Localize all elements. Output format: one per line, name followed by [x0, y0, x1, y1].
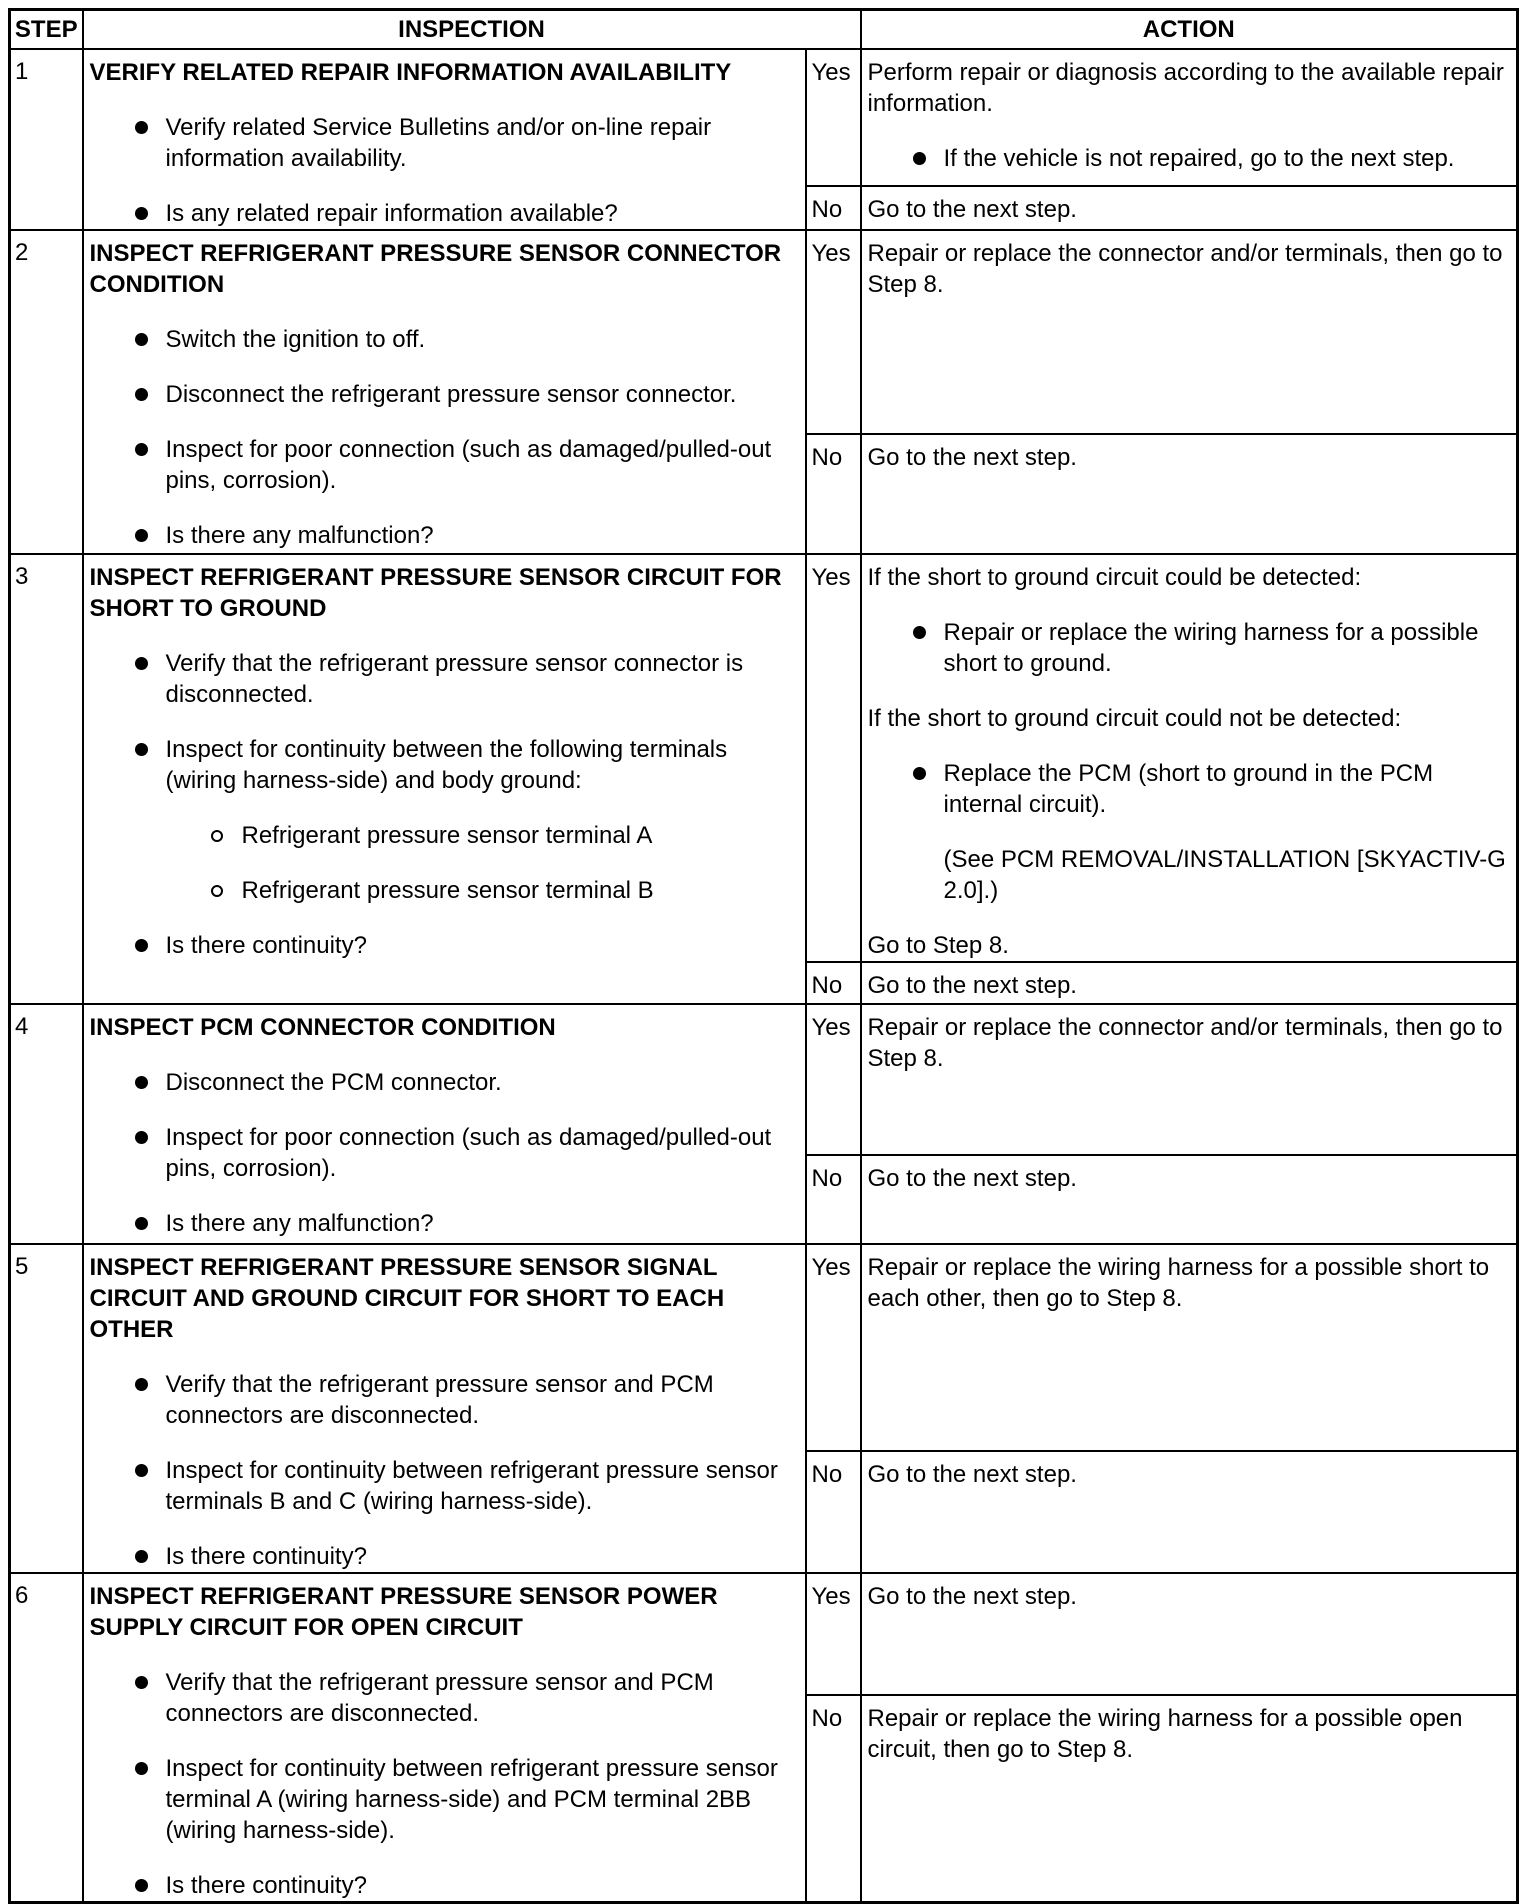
step-number: 4	[10, 1004, 83, 1244]
bullet-item: Switch the ignition to off.	[90, 324, 797, 355]
no-label: No	[806, 1695, 861, 1903]
no-action: Go to the next step.	[861, 1155, 1518, 1244]
bullet-item: Inspect for continuity between refrigerant pressure sensor terminal A (wiring harness-side) and PCM terminal 2BB (wiring harness-side).	[90, 1753, 797, 1846]
no-action: Go to the next step.	[861, 434, 1518, 554]
no-action: Repair or replace the wiring harness for a possible open circuit, then go to Step 8.	[861, 1695, 1518, 1903]
inspection-cell	[83, 1004, 806, 1244]
bullet-item: Is any related repair information available?	[90, 198, 797, 229]
bullet-item: Inspect for poor connection (such as damaged/pulled-out pins, corrosion).	[90, 1122, 797, 1184]
yes-action	[861, 49, 1518, 186]
no-action: Go to the next step.	[861, 1451, 1518, 1573]
step-3-yes-row	[10, 554, 1518, 962]
bullet-item: Disconnect the refrigerant pressure sensor connector.	[90, 379, 797, 410]
action-bullet: If the vehicle is not repaired, go to the next step.	[868, 143, 1509, 174]
no-label: No	[806, 1155, 861, 1244]
yes-label: Yes	[806, 1573, 861, 1695]
yes-label: Yes	[806, 554, 861, 962]
step-number: 5	[10, 1244, 83, 1573]
action-bullet: Replace the PCM (short to ground in the PCM internal circuit).	[868, 758, 1509, 820]
yes-label: Yes	[806, 230, 861, 434]
bullet-item: Inspect for poor connection (such as damaged/pulled-out pins, corrosion).	[90, 434, 797, 496]
bullet-item: Verify that the refrigerant pressure sensor connector is disconnected.	[90, 648, 797, 710]
inspection-cell	[83, 49, 806, 230]
header-row	[10, 10, 1518, 49]
step-number: 2	[10, 230, 83, 554]
action-text: If the short to ground circuit could be detected:	[867, 563, 1362, 591]
no-label: No	[806, 434, 861, 554]
inspection-title: VERIFY RELATED REPAIR INFORMATION AVAILABILITY	[89, 58, 732, 86]
step-number: 1	[10, 49, 83, 230]
action-bullet: Repair or replace the wiring harness for a possible short to ground.	[868, 617, 1509, 679]
sub-bullet-item: Refrigerant pressure sensor terminal A	[90, 820, 797, 851]
yes-label: Yes	[806, 49, 861, 186]
step-5-yes-row	[10, 1244, 1518, 1451]
yes-label: Yes	[806, 1004, 861, 1155]
step-header: STEP	[10, 10, 83, 49]
bullet-item: Is there any malfunction?	[90, 520, 797, 551]
no-label: No	[806, 962, 861, 1004]
sub-bullet-item: Refrigerant pressure sensor terminal B	[90, 875, 797, 906]
step-number: 3	[10, 554, 83, 1004]
reference-text: (See PCM REMOVAL/INSTALLATION [SKYACTIV-G 2.0].)	[943, 845, 1506, 904]
action-header: ACTION	[861, 10, 1518, 49]
inspection-title: INSPECT REFRIGERANT PRESSURE SENSOR CIRCUIT FOR SHORT TO GROUND	[89, 563, 782, 622]
yes-action: Repair or replace the connector and/or terminals, then go to Step 8.	[861, 230, 1518, 434]
step-number: 6	[10, 1573, 83, 1903]
action-text: If the short to ground circuit could not be detected:	[867, 704, 1402, 732]
inspection-title: INSPECT REFRIGERANT PRESSURE SENSOR CONNECTOR CONDITION	[89, 239, 782, 298]
yes-label: Yes	[806, 1244, 861, 1451]
bullet-item: Is there any malfunction?	[90, 1208, 797, 1239]
no-action: Go to the next step.	[861, 186, 1518, 230]
bullet-item: Verify that the refrigerant pressure sensor and PCM connectors are disconnected.	[90, 1667, 797, 1729]
inspection-cell	[83, 1244, 806, 1573]
inspection-header: INSPECTION	[83, 10, 861, 49]
action-text: Perform repair or diagnosis according to the available repair information.	[867, 58, 1504, 117]
bullet-item: Verify that the refrigerant pressure sensor and PCM connectors are disconnected.	[90, 1369, 797, 1431]
bullet-item: Is there continuity?	[90, 1541, 797, 1572]
diagnostic-procedure	[8, 8, 1516, 1898]
action-text: Go to Step 8.	[867, 931, 1009, 959]
inspection-cell	[83, 1573, 806, 1903]
bullet-item: Verify related Service Bulletins and/or on-line repair information availability.	[90, 112, 797, 174]
step-1-yes-row	[10, 49, 1518, 186]
yes-action: Repair or replace the connector and/or terminals, then go to Step 8.	[861, 1004, 1518, 1155]
inspection-title: INSPECT REFRIGERANT PRESSURE SENSOR POWER SUPPLY CIRCUIT FOR OPEN CIRCUIT	[89, 1582, 718, 1641]
bullet-item: Is there continuity?	[90, 1870, 797, 1901]
inspection-title: INSPECT PCM CONNECTOR CONDITION	[89, 1013, 556, 1041]
step-4-yes-row	[10, 1004, 1518, 1155]
step-6-yes-row	[10, 1573, 1518, 1695]
yes-action	[861, 554, 1518, 962]
no-label: No	[806, 1451, 861, 1573]
bullet-item: Inspect for continuity between the following terminals (wiring harness-side) and body ground:	[90, 734, 797, 796]
no-label: No	[806, 186, 861, 230]
bullet-item: Inspect for continuity between refrigerant pressure sensor terminals B and C (wiring harness-side).	[90, 1455, 797, 1517]
inspection-title: INSPECT REFRIGERANT PRESSURE SENSOR SIGNAL CIRCUIT AND GROUND CIRCUIT FOR SHORT TO EACH OTHER	[89, 1253, 725, 1343]
bullet-item: Disconnect the PCM connector.	[90, 1067, 797, 1098]
inspection-cell	[83, 554, 806, 1004]
step-2-yes-row	[10, 230, 1518, 434]
yes-action: Repair or replace the wiring harness for a possible short to each other, then go to Step 8.	[861, 1244, 1518, 1451]
inspection-cell	[83, 230, 806, 554]
no-action: Go to the next step.	[861, 962, 1518, 1004]
diagnostic-table	[8, 8, 1519, 1904]
yes-action: Go to the next step.	[861, 1573, 1518, 1695]
bullet-item: Is there continuity?	[90, 930, 797, 961]
